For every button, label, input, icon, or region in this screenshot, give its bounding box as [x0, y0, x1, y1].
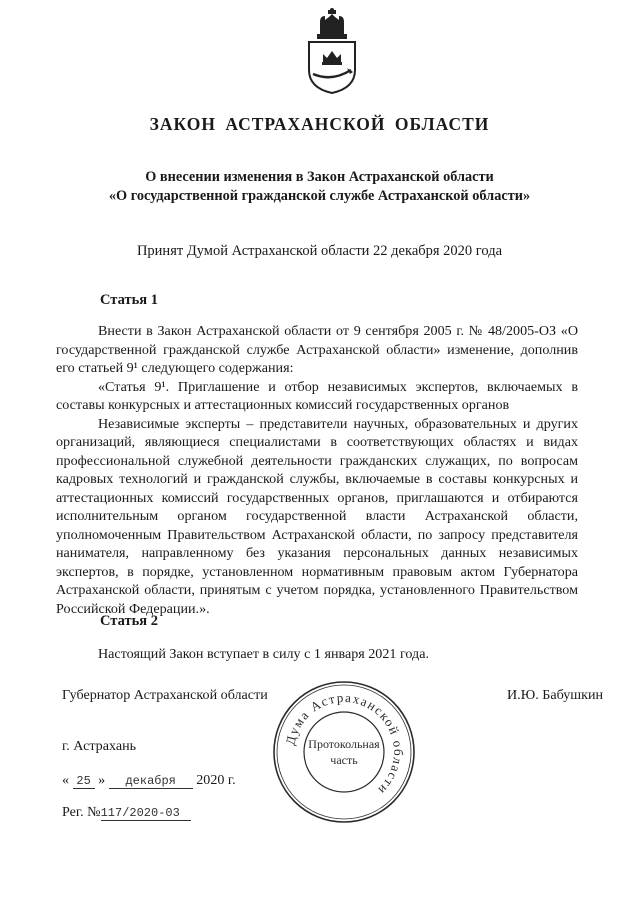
law-subtitle	[0, 168, 639, 206]
duma-seal	[270, 678, 418, 826]
signatory-name: И.Ю. Бабушкин	[507, 687, 604, 703]
seal-center-line-1: Протокольная	[308, 737, 380, 751]
date-day: 25	[73, 774, 95, 789]
article-1-new-article: «Статья 9¹. Приглашение и отбор независимых экспертов, включаемых в составы конкурсных и аттестационных комиссий государственных органов	[56, 378, 578, 413]
subtitle-line-2: «О государственной гражданской службе Астраханской области»	[108, 188, 531, 204]
registration-label: Рег. №	[62, 804, 101, 820]
article-1-intro: Внести в Закон Астраханской области от 9 сентября 2005 г. № 48/2005-ОЗ «О государственной гражданской службе Астраханской области» изменение, дополнив его статьей 9¹ следующего содержания:	[56, 323, 578, 376]
subtitle-line-1: О внесении изменения в Закон Астраханской области	[145, 169, 494, 185]
signatory-position: Губернатор Астраханской области	[62, 687, 268, 703]
adoption-statement: Принят Думой Астраханской области 22 декабря 2020 года	[136, 243, 503, 259]
signing-date	[62, 772, 236, 789]
date-year: 2020 г.	[196, 772, 236, 788]
registration	[62, 804, 191, 821]
registration-number: 117/2020-03	[101, 806, 191, 821]
date-close-quote: »	[98, 772, 106, 788]
article-2-heading: Статья 2	[100, 613, 158, 629]
date-open-quote: «	[62, 772, 70, 788]
seal-ring-text: Дума Астраханской области	[282, 689, 407, 799]
article-1-body	[56, 322, 578, 618]
date-month: декабря	[109, 774, 193, 789]
article-2-text: Настоящий Закон вступает в силу с 1 января 2021 года.	[98, 646, 429, 662]
law-title: ЗАКОН АСТРАХАНСКОЙ ОБЛАСТИ	[149, 114, 490, 134]
article-1-text: Независимые эксперты – представители научных, образовательных и других организаций, являющиеся специалистами в соответствующих областях и видах профессиональной служебной деятельности гражданских служащих, по вопросам кадровых технологий и гражданской службы, включаемые в составы конкурсных и аттестационных комиссий государственных органов, приглашаются и отбираются исполнительным органом государственной власти Астраханской области, уполномоченным Правительством Астраханской области, по запросу представителя нанимателя, направленному без указания персональных данных независимых экспертов, в порядке, установленном нормативным правовым актом Губернатора Астраханской области, принятым с учетом порядка, установленного Правительством Российской Федерации.».	[56, 415, 578, 617]
astrakhan-coat-of-arms-icon	[303, 8, 361, 94]
seal-center-line-2: часть	[330, 753, 358, 767]
article-1-heading: Статья 1	[100, 292, 158, 308]
city: г. Астрахань	[62, 738, 137, 754]
